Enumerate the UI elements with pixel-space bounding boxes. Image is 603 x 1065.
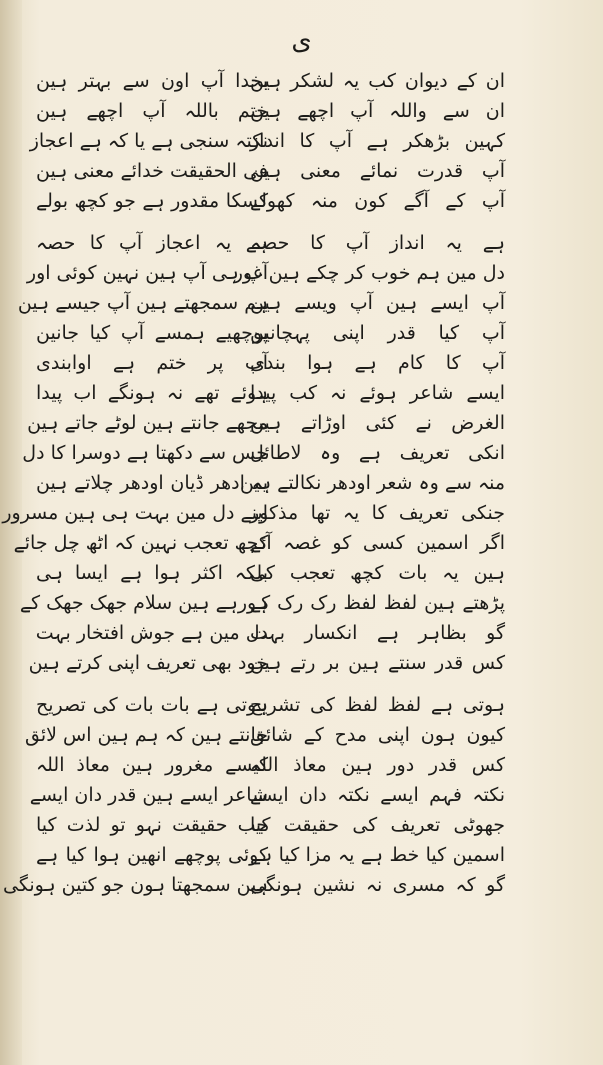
- verse-line: ہوتی ہے لفظ لفظ کی تشریح: [250, 694, 505, 716]
- verse-line: ایسے شاعر ہوئے نہ کب پیدا: [250, 382, 505, 404]
- right-column: [233, 66, 505, 900]
- verse-line: ان سے واللہ آپ اچھے ہین: [250, 100, 505, 122]
- verse-line: کیسے مغرور ہین معاذ اللہ: [36, 754, 268, 776]
- verse-line: شاعر ایسے ہین قدر دان ایسے: [29, 784, 268, 806]
- verse-line: کیون ہون اپنی مدح کے شائق: [250, 724, 505, 746]
- verse-line: ہوتی ہے بات بات کی تصریح: [36, 694, 268, 716]
- verse-line: ہے یہ انداز آپ کا حصہ: [250, 232, 505, 254]
- verse-line: جنکی تعریف کا یہ تھا مذکور: [250, 502, 505, 524]
- verse-line: آپ کیا قدر اپنی پہچانین: [250, 322, 505, 344]
- verse-line: خود بھی تعریف اپنی کرتے ہین: [28, 652, 268, 674]
- verse-line: فی الحقیقت خدائے معنی ہین: [36, 160, 268, 182]
- verse-line: آپ قدرت نمائے معنی ہین: [250, 160, 505, 182]
- verse-line: آپ کے آگے کون منہ کھولے: [250, 190, 505, 212]
- verse-line: دل مین ہم خوب کر چکے ہین غور: [233, 262, 505, 284]
- verse-line: ختم باللہ آپ اچھے ہین: [36, 100, 268, 122]
- verse-line: دل مین ہے جوش افتخار بہت: [35, 622, 268, 644]
- verse-line: ہم سمجھتے ہین آپ جیسے ہین: [17, 292, 268, 314]
- verse-line: جس سے دکھتا ہے دوسرا کا دل: [22, 442, 268, 464]
- verse-line: اپنے دل مین بہت ہی ہین مسرور: [2, 502, 268, 524]
- verse-line: ہے یہ اعجاز آپ کا حصہ: [36, 232, 268, 254]
- verse-line: انکی تعریف ہے وہ لاطائل: [250, 442, 505, 464]
- verse-line: جب حقیقت نہو تو لذت کیا: [36, 814, 268, 836]
- verse-line: آپ کا کام ہے ہوا بندی: [250, 352, 505, 374]
- verse-line: الغرض نے کئی اوڑاتے ہین: [250, 412, 505, 434]
- verse-line: پوچھیے ہمسے آپ کیا جانین: [36, 322, 268, 344]
- verse-line: اگر اسمین کسی کو غصہ آئے: [250, 532, 505, 554]
- verse-line: گو کہ مسری نہ نشین ہونگی: [250, 874, 505, 896]
- verse-line: نکتہ سنجی ہے یا کہ ہے اعجاز: [29, 130, 268, 152]
- verse-line: کس قدر سنتے ہین بر رتے ہین: [250, 652, 505, 674]
- verse-line: نکتہ فہم ایسے نکتہ دان ایسے: [250, 784, 505, 806]
- verse-line: کسکا مقدور ہے جو کچھ بولے: [36, 190, 268, 212]
- verse-line: ہورہے ہین سلام جھک جھک کے: [19, 592, 268, 614]
- verse-line: کوئی پوچھے انھین ہوا کیا ہے: [36, 844, 268, 866]
- verse-line: منہ سے وہ شعر اودھر نکالتے ہین: [239, 472, 505, 494]
- verse-line: بلکہ اکثر ہوا ہے ایسا ہی: [36, 562, 268, 584]
- verse-line: کس قدر دور ہین معاذ اللہ: [250, 754, 505, 776]
- verse-line: کچھ تعجب نہین کہ اٹھ چل جائے: [13, 532, 268, 554]
- verse-line: یہ ادھر ڈیان اودھر چلاتے ہین: [36, 472, 268, 494]
- verse-line: بخدا آپ اون سے بہتر ہین: [36, 70, 268, 92]
- verse-line: جانتے ہین کہ ہم ہین اس لائق: [25, 724, 268, 746]
- verse-line: آپ پر ختم ہے اوابندی: [36, 352, 268, 374]
- verse-line: ہین سمجھتا ہون جو کتین ہونگی: [3, 874, 268, 896]
- verse-line: ہوئے تھے نہ ہونگے اب پیدا: [36, 382, 268, 404]
- verse-line: آپ ایسے ہین آپ ویسے ہین: [250, 292, 505, 314]
- verse-line: گو بظاہر ہے انکسار بہت: [250, 622, 505, 644]
- verse-line: آپ ہی آپ ہین نہین کوئی اور: [26, 262, 268, 284]
- page-header-letter: ی: [291, 26, 312, 56]
- verse-line: ان کے دیوان کب یہ لشکر ہین: [250, 70, 505, 92]
- verse-line: پڑھتے ہین لفظ لفظ رک رک کے: [250, 592, 505, 614]
- verse-line: جھوٹی تعریف کی حقیقت کیا: [250, 814, 505, 836]
- verse-line: اسمین کیا خط ہے یہ مزا کیا ہے: [250, 844, 505, 866]
- verse-line: ہین یہ بات کچھ تعجب کی: [250, 562, 505, 584]
- left-column: [2, 66, 268, 900]
- verse-line: کہین بڑھکر ہے آپ کا انداز: [250, 130, 505, 152]
- verse-line: مجھے جانتے ہین لوٹے جاتے ہین: [27, 412, 268, 434]
